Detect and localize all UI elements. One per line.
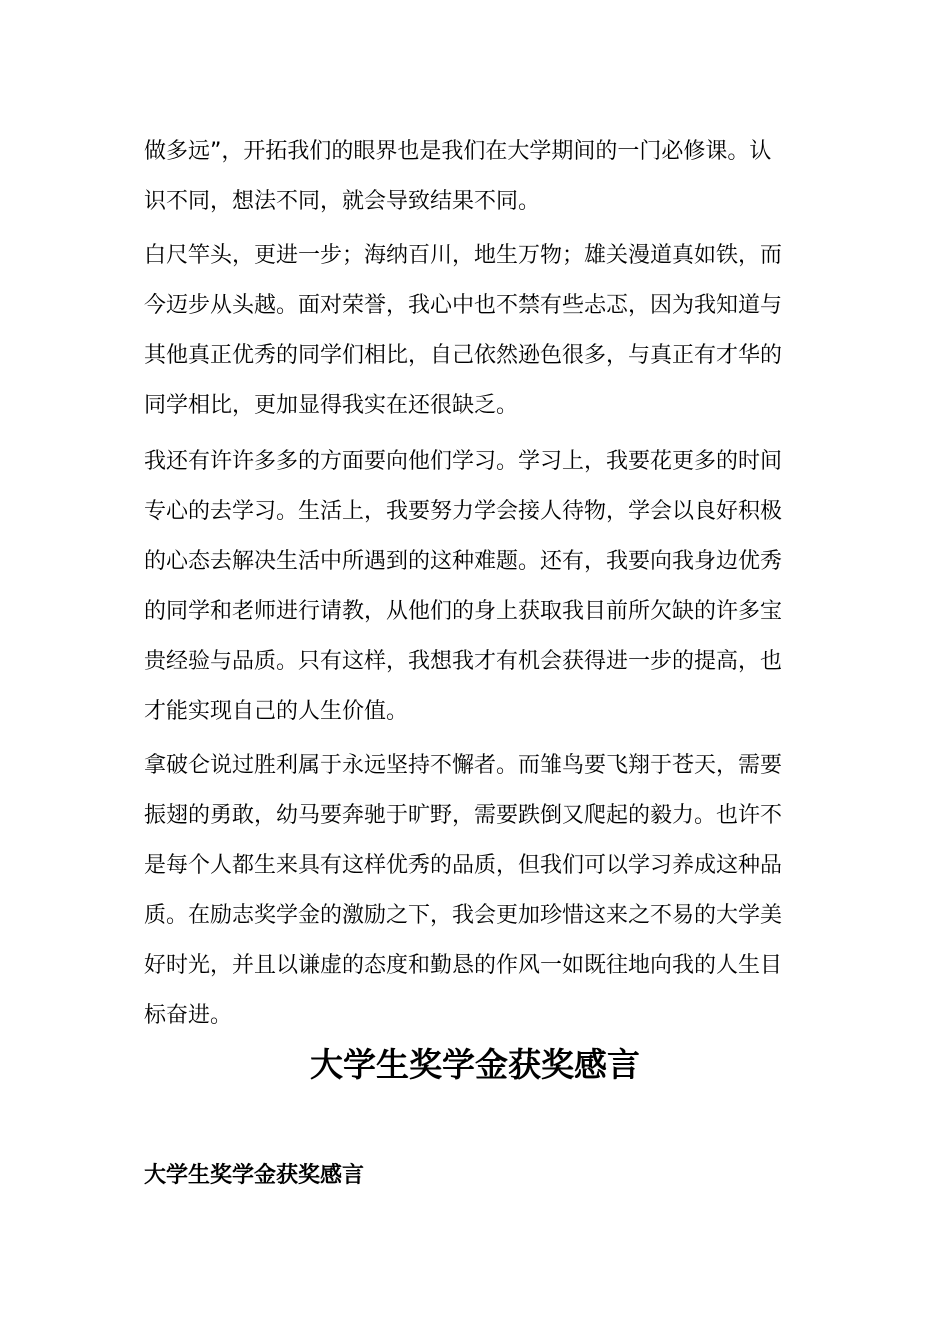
- paragraph-line: 拿破仑说过胜利属于永远坚持不懈者。而雏鸟要飞翔于苍天，需要: [144, 753, 783, 778]
- paragraph-line: 其他真正优秀的同学们相比，自己依然逊色很多，与真正有才华的: [144, 343, 783, 368]
- paragraph-line: 标奋进。: [144, 1003, 233, 1028]
- paragraph-line: 才能实现自己的人生价值。: [144, 699, 409, 724]
- paragraph-line: 质。在励志奖学金的激励之下，我会更加珍惜这来之不易的大学美: [144, 903, 783, 928]
- paragraph-line: 做多远”，开拓我们的眼界也是我们在大学期间的一门必修课。认: [144, 139, 772, 164]
- paragraph-line: 贵经验与品质。只有这样，我想我才有机会获得进一步的提高，也: [144, 649, 783, 674]
- paragraph-line: 白尺竿头，更进一步；海纳百川，地生万物；雄关漫道真如铁，而: [144, 243, 783, 268]
- document-title: 大学生奖学金获奖感言: [310, 1045, 640, 1084]
- paragraph-2: [144, 231, 806, 431]
- paragraph-line: 是每个人都生来具有这样优秀的品质，但我们可以学习养成这种品: [144, 853, 783, 878]
- paragraph-line: 专心的去学习。生活上，我要努力学会接人待物，学会以良好积极: [144, 499, 783, 524]
- paragraph-4: [144, 741, 806, 1041]
- paragraph-line: 好时光，并且以谦虚的态度和勤恳的作风一如既往地向我的人生目: [144, 953, 783, 978]
- paragraph-3: [144, 437, 806, 737]
- paragraph-line: 我还有许许多多的方面要向他们学习。学习上，我要花更多的时间: [144, 449, 783, 474]
- paragraph-line: 的心态去解决生活中所遇到的这种难题。还有，我要向我身边优秀: [144, 549, 783, 574]
- paragraph-line: 振翅的勇敢，幼马要奔驰于旷野，需要跌倒又爬起的毅力。也许不: [144, 803, 783, 828]
- paragraph-1: [144, 127, 806, 227]
- paragraph-line: 识不同，想法不同，就会导致结果不同。: [144, 189, 541, 214]
- section-heading: 大学生奖学金获奖感言: [144, 1163, 365, 1188]
- paragraph-line: 同学相比，更加显得我实在还很缺乏。: [144, 393, 519, 418]
- paragraph-line: 的同学和老师进行请教，从他们的身上获取我目前所欠缺的许多宝: [144, 599, 783, 624]
- paragraph-line: 今迈步从头越。面对荣誉，我心中也不禁有些忐忑，因为我知道与: [144, 293, 783, 318]
